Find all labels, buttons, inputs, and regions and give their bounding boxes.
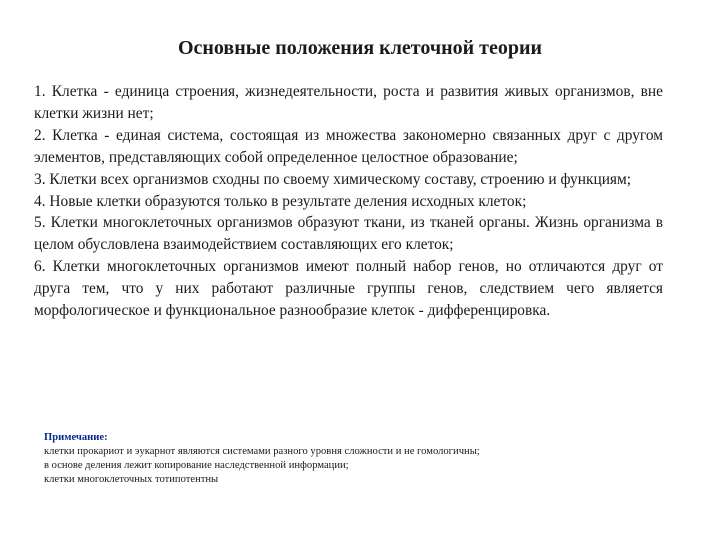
note-line: клетки прокариот и эукарнот являются системами разного уровня сложности и не гомологичны; (44, 446, 480, 457)
note-block (44, 431, 664, 487)
list-item: 1. Клетка - единица строения, жизнедеятельности, роста и развития живых организмов, вне клетки жизни нет; (34, 83, 663, 122)
list-item: 6. Клетки многоклеточных организмов имеют полный набор генов, но отличаются друг от друга тем, что у них работают различные группы генов, следствием чего является морфологическое и функциональное разнообразие клеток - дифференцировка. (34, 258, 663, 320)
list-item: 3. Клетки всех организмов сходны по своему химическому составу, строению и функциям; (34, 170, 632, 188)
note-line: в основе деления лежит копирование наследственной информации; (44, 460, 349, 471)
note-label: Примечание: (44, 432, 108, 443)
list-item: 4. Новые клетки образуются только в результате деления исходных клеток; (34, 192, 527, 210)
list-item: 5. Клетки многоклеточных организмов образуют ткани, из тканей органы. Жизнь организма в целом обусловлена взаимодействием составляющих его клеток; (34, 214, 663, 254)
list-item: 2. Клетка - единая система, состоящая из множества закономерно связанных друг с другом элементов, представляющих собой определенное целостное образование; (34, 126, 663, 166)
note-line: клетки многоклеточных тотипотентны (44, 474, 219, 485)
theory-points-list (34, 81, 663, 322)
page-title: Основные положения клеточной теории (177, 37, 543, 59)
